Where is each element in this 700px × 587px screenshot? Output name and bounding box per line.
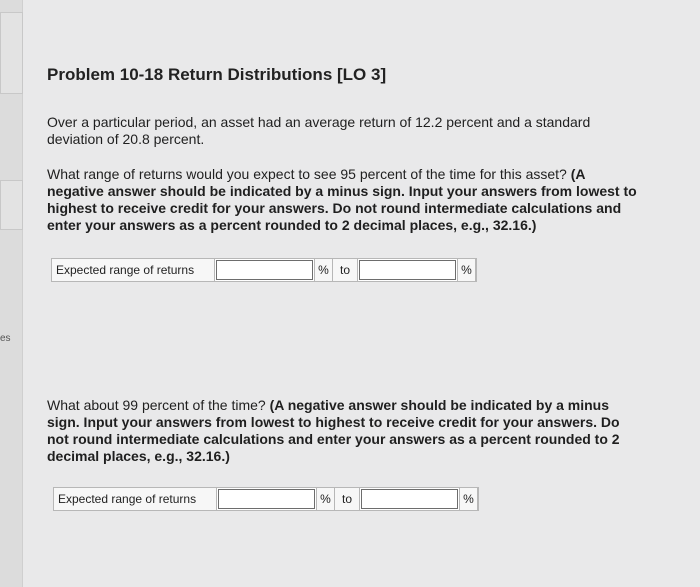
question-2-instructions: (A negative answer should be indicated by a minus sign. Input your answers from lowest to highest to receive credit for your answers. Do not round intermediate calculations and enter your answers as a percent rounded to 2 decimal places, e.g., 32.16.)	[47, 397, 620, 464]
question-2	[47, 397, 637, 465]
answer-row-2	[53, 487, 479, 511]
left-side-panel	[0, 0, 23, 587]
side-panel-label: es	[0, 333, 11, 344]
low-return-input[interactable]	[218, 489, 315, 509]
answer-row-1	[51, 258, 477, 282]
percent-unit: %	[314, 259, 333, 281]
question-1-instructions: (A negative answer should be indicated by a minus sign. Input your answers from lowest to highest to receive credit for your answers. Do not round intermediate calculations and enter your answers as a percent rounded to 2 decimal places, e.g., 32.16.)	[47, 166, 637, 233]
percent-unit: %	[457, 259, 476, 281]
high-return-input[interactable]	[359, 260, 456, 280]
side-panel-box	[0, 12, 23, 94]
question-1-text: What range of returns would you expect to see 95 percent of the time for this asset?	[47, 166, 571, 182]
high-return-input[interactable]	[361, 489, 458, 509]
question-2-text: What about 99 percent of the time?	[47, 397, 270, 413]
percent-unit: %	[316, 488, 335, 510]
problem-title: Problem 10-18 Return Distributions [LO 3]	[47, 65, 387, 84]
percent-unit: %	[459, 488, 478, 510]
answer-row-label: Expected range of returns	[52, 259, 215, 281]
problem-intro: Over a particular period, an asset had an average return of 12.2 percent and a standard deviation of 20.8 percent.	[47, 114, 591, 147]
problem-content	[47, 0, 647, 587]
to-label: to	[335, 488, 360, 510]
to-label: to	[333, 259, 358, 281]
low-return-input[interactable]	[216, 260, 313, 280]
answer-row-label: Expected range of returns	[54, 488, 217, 510]
question-1	[47, 166, 637, 234]
side-panel-box	[0, 180, 23, 230]
